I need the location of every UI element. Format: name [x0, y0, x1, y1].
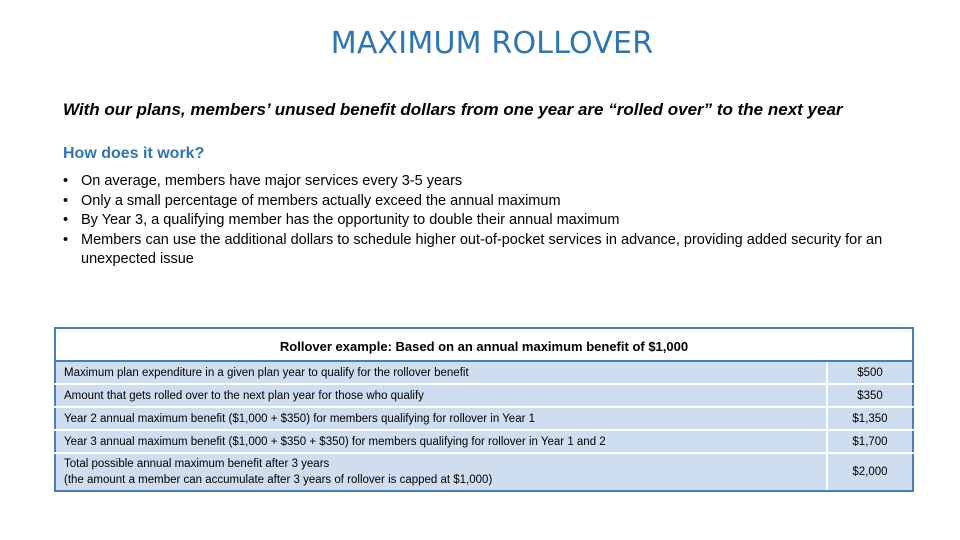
row-value: $500	[827, 361, 913, 384]
page-subtitle: With our plans, members’ unused benefit dollars from one year are “rolled over” to the next year	[63, 100, 843, 119]
bullet-item	[63, 192, 903, 212]
table-row	[55, 430, 913, 453]
table-row	[55, 384, 913, 407]
row-value: $350	[827, 384, 913, 407]
section-heading: How does it work?	[63, 145, 205, 162]
bullet-item	[63, 211, 903, 231]
bullet-dot-icon: •	[63, 231, 69, 248]
table-row	[55, 453, 913, 491]
page-title: MAXIMUM ROLLOVER	[330, 26, 654, 61]
bullet-text: By Year 3, a qualifying member has the opportunity to double their annual maximum	[81, 212, 620, 228]
row-label-line: Total possible annual maximum benefit after 3 years	[64, 458, 330, 470]
row-label: Amount that gets rolled over to the next plan year for those who qualify	[55, 384, 827, 407]
bullet-item	[63, 172, 903, 192]
table-caption-row	[55, 328, 913, 361]
bullet-dot-icon: •	[63, 192, 69, 209]
row-label: Year 3 annual maximum benefit ($1,000 + $350 + $350) for members qualifying for rollover in Year 1 and 2	[55, 430, 827, 453]
row-value: $2,000	[827, 453, 913, 491]
table-row	[55, 407, 913, 430]
bullet-text: On average, members have major services every 3-5 years	[81, 173, 463, 189]
bullet-dot-icon: •	[63, 212, 69, 228]
row-value: $1,350	[827, 407, 913, 430]
row-label: Year 2 annual maximum benefit ($1,000 + $350) for members qualifying for rollover in Year 1	[55, 407, 827, 430]
bullet-text: Members can use the additional dollars to schedule higher out-of-pocket services in advance, providing added security for an unexpected issue	[81, 231, 883, 267]
row-value: $1,700	[827, 430, 913, 453]
table-row	[55, 361, 913, 384]
bullet-list	[63, 172, 903, 270]
bullet-text: Only a small percentage of members actually exceed the annual maximum	[81, 192, 561, 209]
rollover-example-table	[54, 327, 914, 492]
table-caption: Rollover example: Based on an annual maximum benefit of $1,000	[55, 328, 913, 361]
row-label: Maximum plan expenditure in a given plan year to qualify for the rollover benefit	[55, 361, 827, 384]
row-label	[55, 453, 827, 491]
bullet-item	[63, 231, 903, 270]
bullet-dot-icon: •	[63, 173, 69, 189]
row-label-note: (the amount a member can accumulate after 3 years of rollover is capped at $1,000)	[64, 474, 493, 486]
